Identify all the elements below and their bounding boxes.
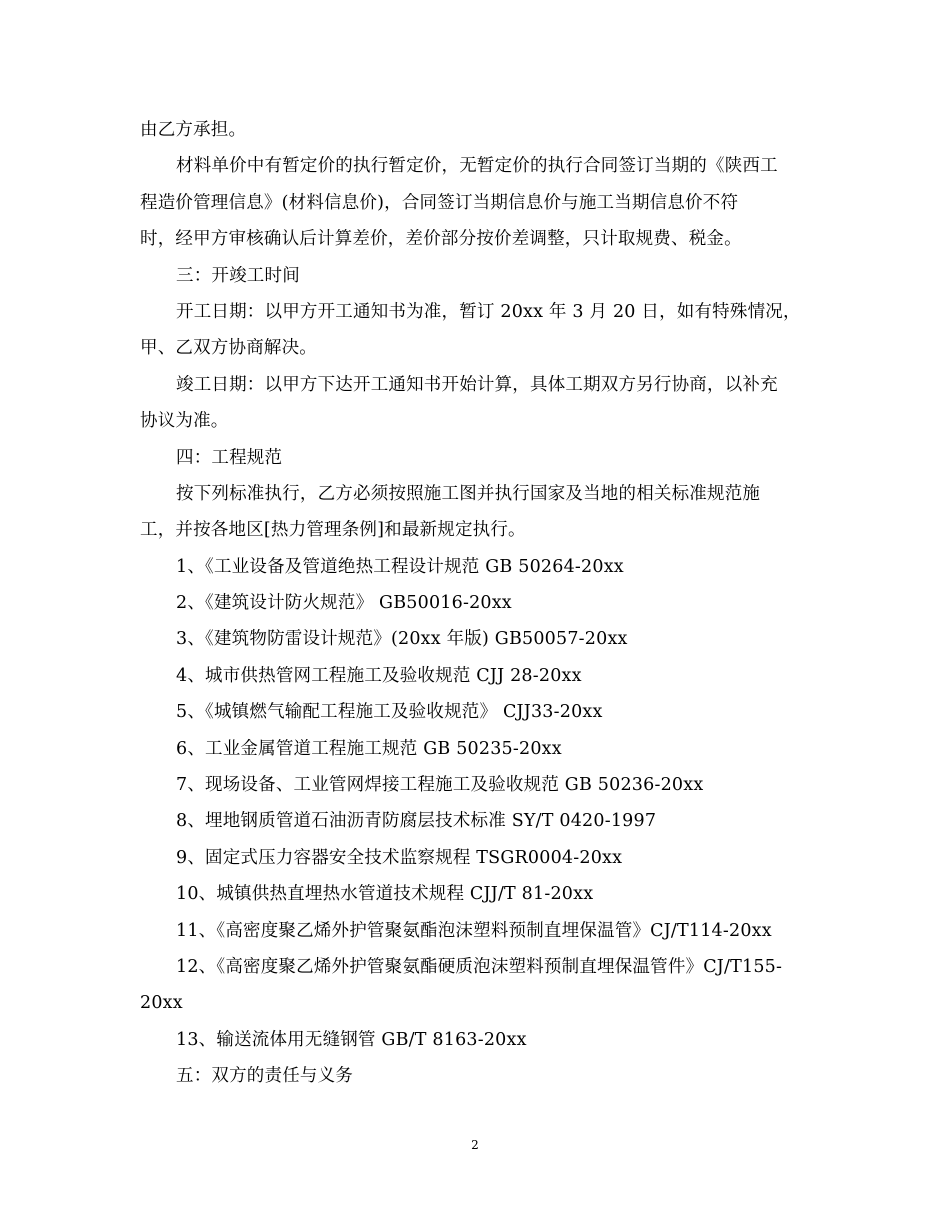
list-item: 1、《工业设备及管道绝热工程设计规范 GB 50264-20xx <box>176 556 624 577</box>
page-number: 2 <box>471 1138 479 1152</box>
paragraph-line: 竣工日期：以甲方下达开工通知书开始计算，具体工期双方另行协商，以补充 <box>176 374 778 395</box>
list-item: 12、《高密度聚乙烯外护管聚氨酯硬质泡沫塑料预制直埋保温管件》CJ/T155- <box>176 956 783 977</box>
list-item-continuation: 20xx <box>140 993 183 1014</box>
paragraph-line: 程造价管理信息》(材料信息价)，合同签订当期信息价与施工当期信息价不符 <box>140 192 739 213</box>
section-heading: 五：双方的责任与义务 <box>176 1066 353 1087</box>
list-item: 10、城镇供热直埋热水管道技术规程 CJJ/T 81-20xx <box>176 884 594 905</box>
section-heading: 四：工程规范 <box>176 447 283 468</box>
paragraph-line: 材料单价中有暂定价的执行暂定价，无暂定价的执行合同签订当期的《陕西工 <box>176 156 778 177</box>
list-item: 13、输送流体用无缝钢管 GB/T 8163-20xx <box>176 1029 527 1050</box>
list-item: 2、《建筑设计防火规范》 GB50016-20xx <box>176 593 512 614</box>
list-item: 4、城市供热管网工程施工及验收规范 CJJ 28-20xx <box>176 665 582 686</box>
list-item: 3、《建筑物防雷设计规范》(20xx 年版) GB50057-20xx <box>176 629 628 650</box>
list-item: 11、《高密度聚乙烯外护管聚氨酯泡沫塑料预制直埋保温管》CJ/T114-20xx <box>176 920 772 941</box>
paragraph-line: 开工日期：以甲方开工通知书为准，暂订 20xx 年 3 月 20 日，如有特殊情况， <box>176 301 801 322</box>
paragraph-line: 甲、乙双方协商解决。 <box>140 338 317 359</box>
list-item: 5、《城镇燃气输配工程施工及验收规范》 CJJ33-20xx <box>176 702 603 723</box>
paragraph-line: 由乙方承担。 <box>140 120 247 140</box>
section-heading: 三：开竣工时间 <box>176 265 300 286</box>
document-body <box>140 112 820 1095</box>
list-item: 6、工业金属管道工程施工规范 GB 50235-20xx <box>176 738 562 759</box>
list-item: 7、现场设备、工业管网焊接工程施工及验收规范 GB 50236-20xx <box>176 775 704 796</box>
paragraph-line: 按下列标准执行，乙方必须按照施工图并执行国家及当地的相关标准规范施 <box>176 483 761 504</box>
list-item: 9、固定式压力容器安全技术监察规程 TSGR0004-20xx <box>176 847 623 868</box>
paragraph-line: 协议为准。 <box>140 411 229 432</box>
paragraph-line: 工，并按各地区[热力管理条例]和最新规定执行。 <box>140 520 526 541</box>
list-item: 8、埋地钢质管道石油沥青防腐层技术标准 SY/T 0420-1997 <box>176 811 657 832</box>
paragraph-line: 时，经甲方审核确认后计算差价，差价部分按价差调整，只计取规费、税金。 <box>140 229 742 250</box>
